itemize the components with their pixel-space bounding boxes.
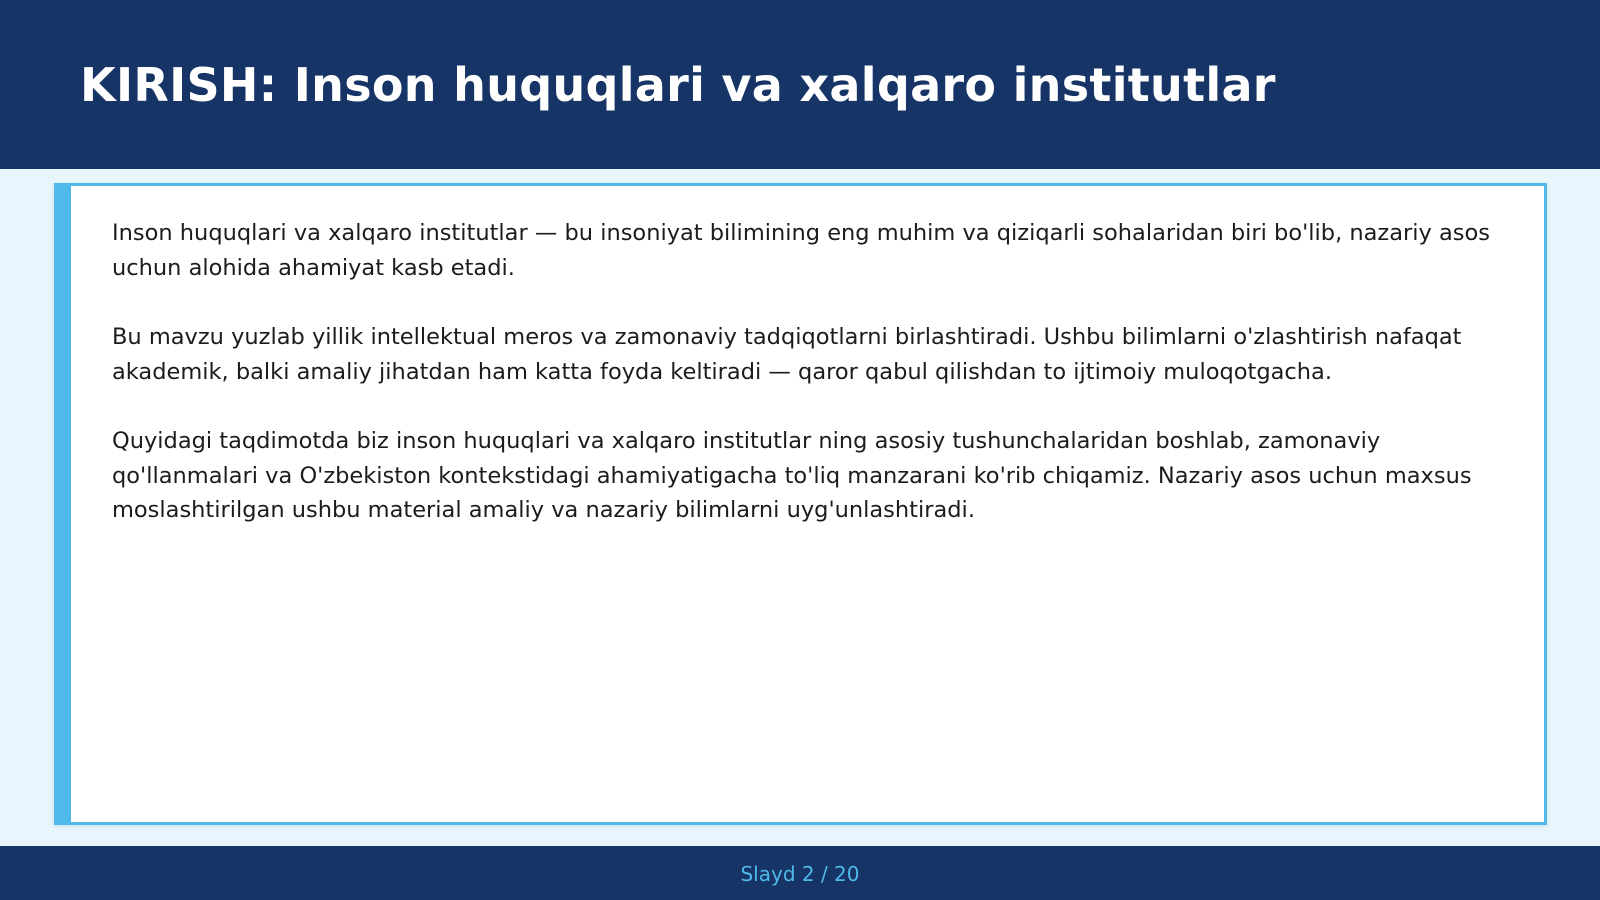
content-card	[54, 183, 1547, 825]
content-text	[112, 216, 1507, 563]
slide-counter: Slayd 2 / 20	[740, 862, 860, 886]
slide-header	[0, 0, 1600, 169]
slide-footer	[0, 846, 1600, 900]
slide-title: KIRISH: Inson huquqlari va xalqaro institutlar	[80, 58, 1276, 112]
paragraph-overview: Quyidagi taqdimotda biz inson huquqlari va xalqaro institutlar ning asosiy tushunchalaridan boshlab, zamonaviy qo'llanmalari va O'zbekiston kontekstidagi ahamiyatigacha to'liq manzarani ko'rib chiqamiz. Nazariy asos uchun maxsus moslashtirilgan ushbu material amaliy va nazariy bilimlarni uyg'unlashtiradi.	[112, 428, 1472, 523]
paragraph-heritage: Bu mavzu yuzlab yillik intellektual meros va zamonaviy tadqiqotlarni birlashtiradi. Ushbu bilimlarni o'zlashtirish nafaqat akademik, balki amaliy jihatdan ham katta foyda keltiradi — qaror qabul qilishdan to ijtimoiy muloqotgacha.	[112, 324, 1462, 385]
paragraph-intro: Inson huquqlari va xalqaro institutlar — bu insoniyat bilimining eng muhim va qiziqarli sohalaridan biri bo'lib, nazariy asos uchun alohida ahamiyat kasb etadi.	[112, 220, 1490, 281]
